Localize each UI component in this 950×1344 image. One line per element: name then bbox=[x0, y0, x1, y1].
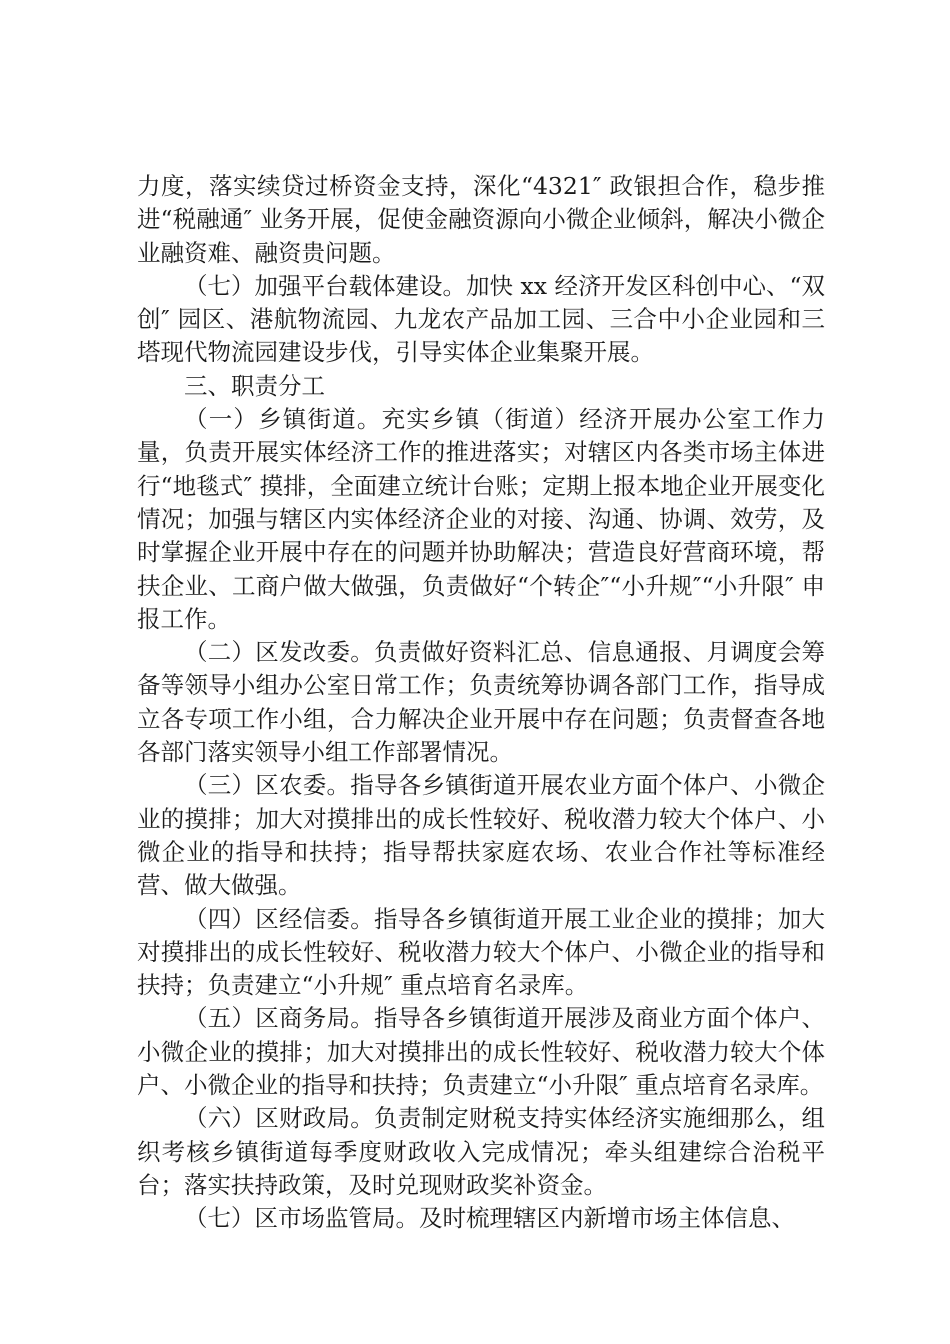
paragraph-platform-construction: （七）加强平台载体建设。加快 xx 经济开发区科创中心、“双创″ 园区、港航物流园、九龙农产品加工园、三合中小企业园和三塔现代物流园建设步伐，引导实体企业集聚开展。 bbox=[137, 271, 825, 367]
paragraph-township-streets: （一）乡镇街道。充实乡镇（街道）经济开展办公室工作力量，负责开展实体经济工作的推进落实；对辖区内各类市场主体进行“地毯式″ 摸排，全面建立统计台账；定期上报本地企业开展变化情况；加强与辖区内实体经济企业的对接、沟通、协调、效劳，及时掌握企业开展中存在的问题并协助解决；营造良好营商环境，帮扶企业、工商户做大做强，负责做好“个转企″“小升规″“小升限″ 申报工作。 bbox=[137, 405, 825, 633]
paragraph-agriculture-commission: （三）区农委。指导各乡镇街道开展农业方面个体户、小微企业的摸排；加大对摸排出的成长性较好、税收潜力较大个体户、小微企业的指导和扶持；指导帮扶家庭农场、农业合作社等标准经营、做大做强。 bbox=[137, 771, 825, 900]
paragraph-finance-bureau: （六）区财政局。负责制定财税支持实体经济实施细那么，组织考核乡镇街道每季度财政收入完成情况；牵头组建综合治税平台；落实扶持政策，及时兑现财政奖补资金。 bbox=[137, 1104, 825, 1199]
section-heading-responsibilities: 三、职责分工 bbox=[184, 371, 325, 400]
paragraph-financing-support: 力度，落实续贷过桥资金支持，深化“4321″ 政银担合作，稳步推进“税融通″ 业务开展，促使金融资源向小微企业倾斜，解决小微企业融资难、融资贵问题。 bbox=[137, 172, 825, 267]
paragraph-economy-information-commission: （四）区经信委。指导各乡镇街道开展工业企业的摸排；加大对摸排出的成长性较好、税收潜力较大个体户、小微企业的指导和扶持；负责建立“小升规″ 重点培育名录库。 bbox=[137, 904, 825, 1000]
document-body bbox=[137, 170, 825, 1236]
paragraph-commerce-bureau: （五）区商务局。指导各乡镇街道开展涉及商业方面个体户、小微企业的摸排；加大对摸排出的成长性较好、税收潜力较大个体户、小微企业的指导和扶持；负责建立“小升限″ 重点培育名录库。 bbox=[137, 1004, 825, 1100]
paragraph-development-reform-commission: （二）区发改委。负责做好资料汇总、信息通报、月调度会筹备等领导小组办公室日常工作；负责统筹协调各部门工作，指导成立各专项工作小组，合力解决企业开展中存在问题；负责督查各地各部门落实领导小组工作部署情况。 bbox=[137, 638, 825, 767]
paragraph-market-supervision-bureau: （七）区市场监管局。及时梳理辖区内新增市场主体信息、 bbox=[184, 1204, 795, 1233]
